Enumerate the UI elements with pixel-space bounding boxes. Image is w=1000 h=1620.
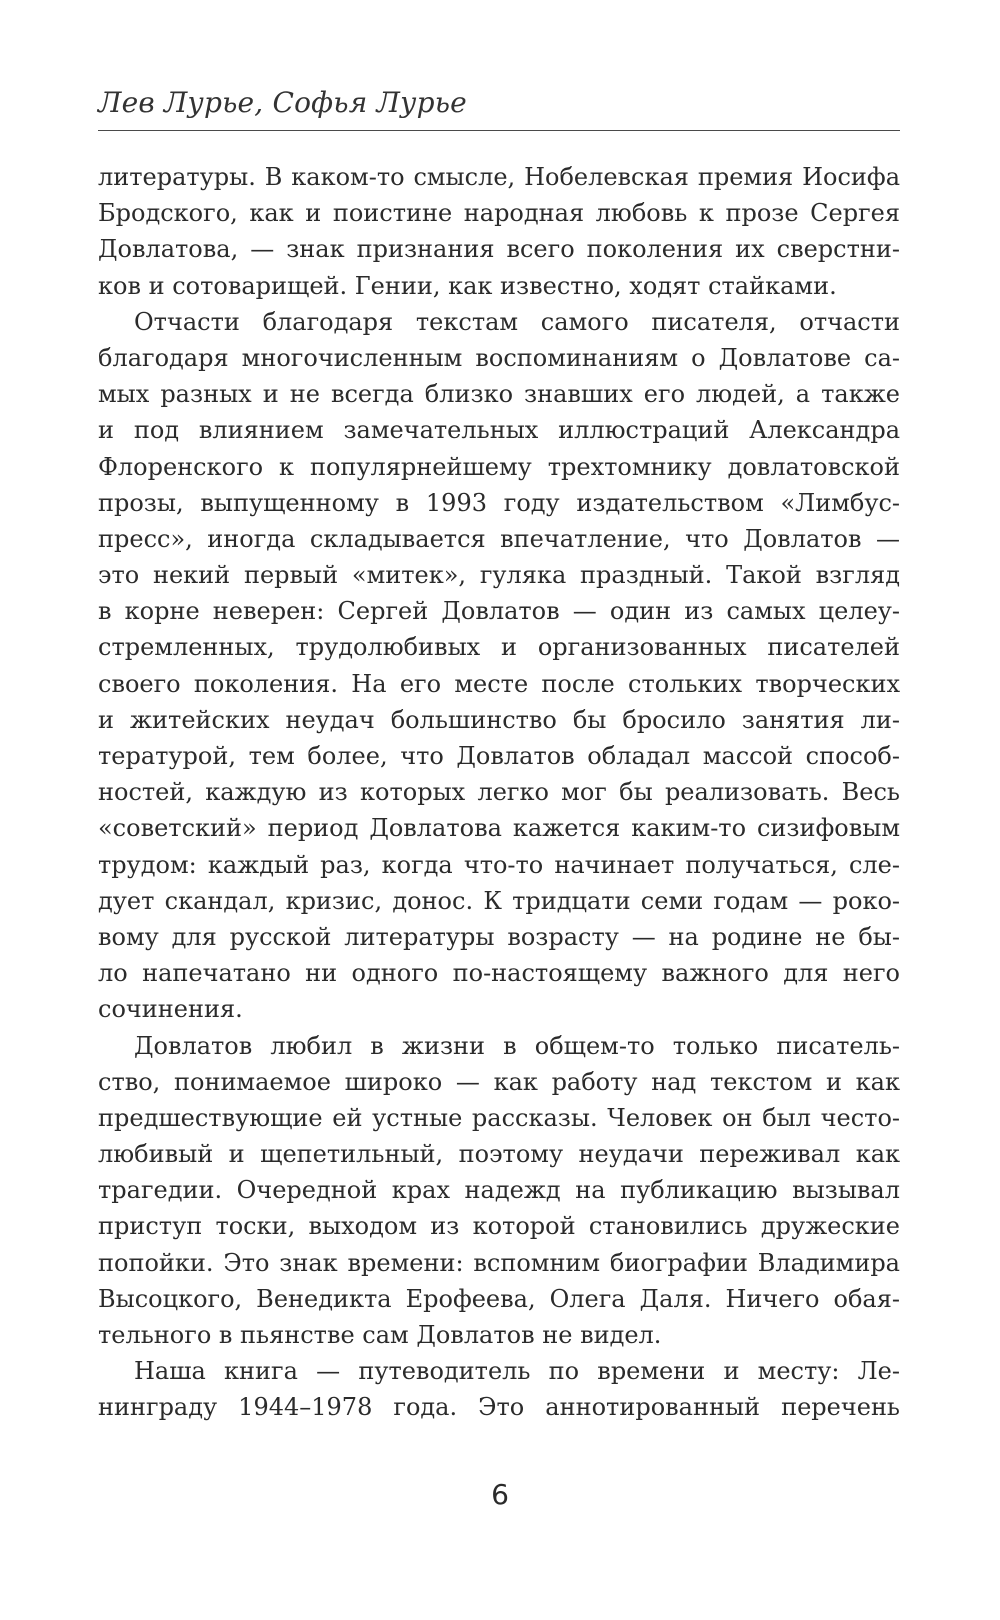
text-line: и под влиянием замечательных иллюстраций Александра <box>98 416 900 445</box>
text-line: нинграду 1944–1978 года. Это аннотированный перечень <box>98 1393 900 1422</box>
text-line: предшествующие ей устные рассказы. Человек он был често- <box>98 1103 900 1132</box>
text-line: трудом: каждый раз, когда что-то начинает получаться, сле- <box>98 850 900 879</box>
text-line: и житейских неудач большинство бы бросило занятия ли- <box>98 705 900 734</box>
text-line: ло напечатано ни одного по-настоящему важного для него <box>98 959 900 988</box>
text-line: трагедии. Очередной крах надежд на публикацию вызывал <box>98 1176 900 1205</box>
text-line: ностей, каждую из которых легко мог бы реализовать. Весь <box>98 778 900 807</box>
text-line: тературой, тем более, что Довлатов обладал массой способ- <box>98 742 900 770</box>
text-line: ков и сотоварищей. Гении, как известно, ходят стайками. <box>98 271 837 300</box>
text-line: литературы. В каком-то смысле, Нобелевская премия Иосифа <box>98 163 900 191</box>
text-line: Довлатова, — знак признания всего поколения их сверстни- <box>98 235 900 264</box>
text-line: стремленных, трудолюбивых и организованных писателей <box>98 633 900 662</box>
text-line: приступ тоски, выходом из которой становились дружеские <box>98 1212 900 1241</box>
text-line: дует скандал, кризис, донос. К тридцати семи годам — роко- <box>98 886 900 915</box>
text-line: попойки. Это знак времени: вспомним биографии Владимира <box>98 1248 900 1277</box>
header-rule <box>98 130 900 131</box>
text-line: своего поколения. На его месте после стольких творческих <box>98 669 900 698</box>
running-head: Лев Лурье, Софья Лурье <box>98 86 467 119</box>
text-line: сочинения. <box>98 995 243 1024</box>
text-line: любивый и щепетильный, поэтому неудачи переживал как <box>98 1140 900 1169</box>
paragraph-first-line: Отчасти благодаря текстам самого писателя, отчасти <box>134 307 900 336</box>
text-line: Флоренского к популярнейшему трехтомнику довлатовской <box>98 452 900 481</box>
text-line: тельного в пьянстве сам Довлатов не видел. <box>98 1321 662 1349</box>
text-line: в корне неверен: Сергей Довлатов — один из самых целеу- <box>98 597 900 626</box>
text-line: Высоцкого, Венедикта Ерофеева, Олега Даля. Ничего обая- <box>98 1284 900 1313</box>
text-line: «советский» период Довлатова кажется каким-то сизифовым <box>98 814 900 843</box>
page-number: 6 <box>491 1478 509 1511</box>
text-line: вому для русской литературы возрасту — на родине не бы- <box>98 922 900 951</box>
text-line: Бродского, как и поистине народная любовь к прозе Сергея <box>98 199 900 228</box>
body-text <box>98 159 900 1426</box>
text-line: прозы, выпущенному в 1993 году издательством «Лимбус- <box>98 488 900 517</box>
text-line: это некий первый «митек», гуляка праздный. Такой взгляд <box>98 561 900 590</box>
text-line: ство, понимаемое широко — как работу над текстом и как <box>98 1067 900 1096</box>
text-line: мых разных и не всегда близко знавших его людей, а также <box>98 380 900 409</box>
paragraph-first-line: Довлатов любил в жизни в общем-то только писатель- <box>134 1031 900 1060</box>
text-line: благодаря многочисленным воспоминаниям о Довлатове са- <box>98 343 900 372</box>
paragraph-first-line: Наша книга — путеводитель по времени и месту: Ле- <box>134 1357 900 1386</box>
text-line: пресс», иногда складывается впечатление, что Довлатов — <box>98 524 900 553</box>
